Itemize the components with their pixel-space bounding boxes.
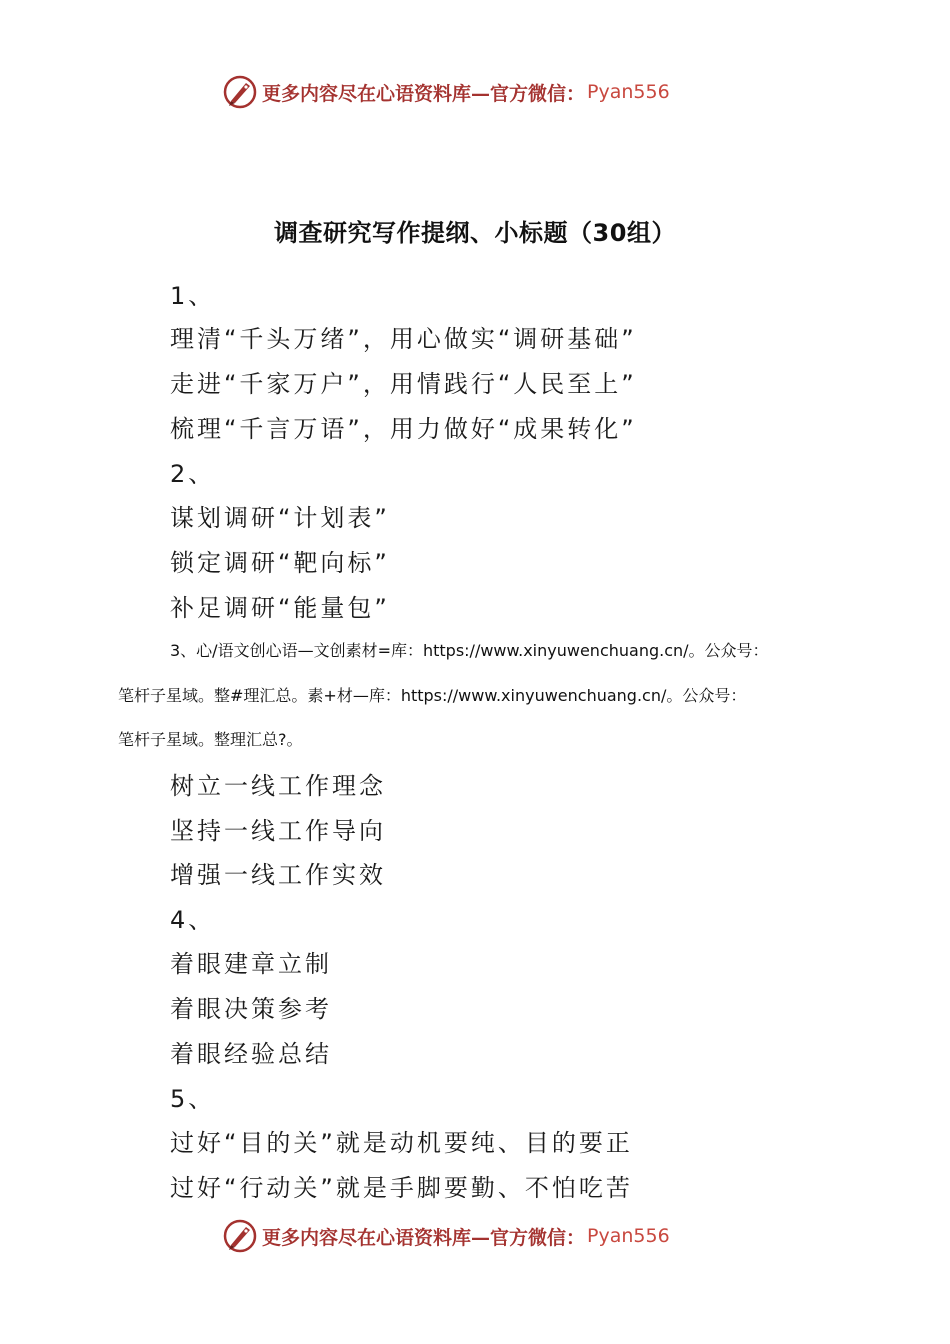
pen-logo-icon (222, 1218, 258, 1254)
heading-line: 锁定调研“靶向标” (170, 549, 390, 577)
heading-line: 着眼建章立制 (170, 950, 332, 978)
header-banner (222, 72, 670, 112)
heading-line: 梳理“千言万语”，用力做好“成果转化” (170, 415, 637, 443)
heading-line: 坚持一线工作导向 (170, 817, 386, 845)
banner-text: 更多内容尽在心语资料库—官方微信： (262, 82, 586, 105)
banner-text: 更多内容尽在心语资料库—官方微信： (262, 1226, 586, 1249)
section-number: 5、 (170, 1085, 216, 1113)
section-number: 4、 (170, 906, 216, 934)
heading-line: 增强一线工作实效 (170, 861, 386, 889)
heading-line: 理清“千头万绪”，用心做实“调研基础” (170, 325, 637, 353)
section-number: 2、 (170, 460, 216, 488)
banner-contact: Pyan556 (587, 81, 670, 103)
section-number: 1、 (170, 282, 216, 310)
pen-logo-icon (222, 74, 258, 110)
heading-line: 谋划调研“计划表” (170, 504, 390, 532)
footer-banner (222, 1216, 670, 1256)
heading-line: 过好“行动关”就是手脚要勤、不怕吃苦 (170, 1174, 633, 1202)
document-title: 调查研究写作提纲、小标题（30组） (274, 219, 676, 247)
heading-line: 补足调研“能量包” (170, 594, 390, 622)
embedded-source-text: 3、心/语文创心语—文创素材=库：https://www.xinyuwenchuang.cn/。公众号： (170, 641, 769, 660)
heading-line: 着眼经验总结 (170, 1040, 332, 1068)
heading-line: 着眼决策参考 (170, 995, 332, 1023)
embedded-source-text: 笔杆子星域。整理汇总?。 (118, 730, 303, 749)
heading-line: 走进“千家万户”，用情践行“人民至上” (170, 370, 637, 398)
embedded-source-text: 笔杆子星域。整#理汇总。素+材—库：https://www.xinyuwenchuang.cn/。公众号： (118, 686, 747, 705)
heading-line: 树立一线工作理念 (170, 772, 386, 800)
heading-line: 过好“目的关”就是动机要纯、目的要正 (170, 1129, 633, 1157)
banner-contact: Pyan556 (587, 1225, 670, 1247)
